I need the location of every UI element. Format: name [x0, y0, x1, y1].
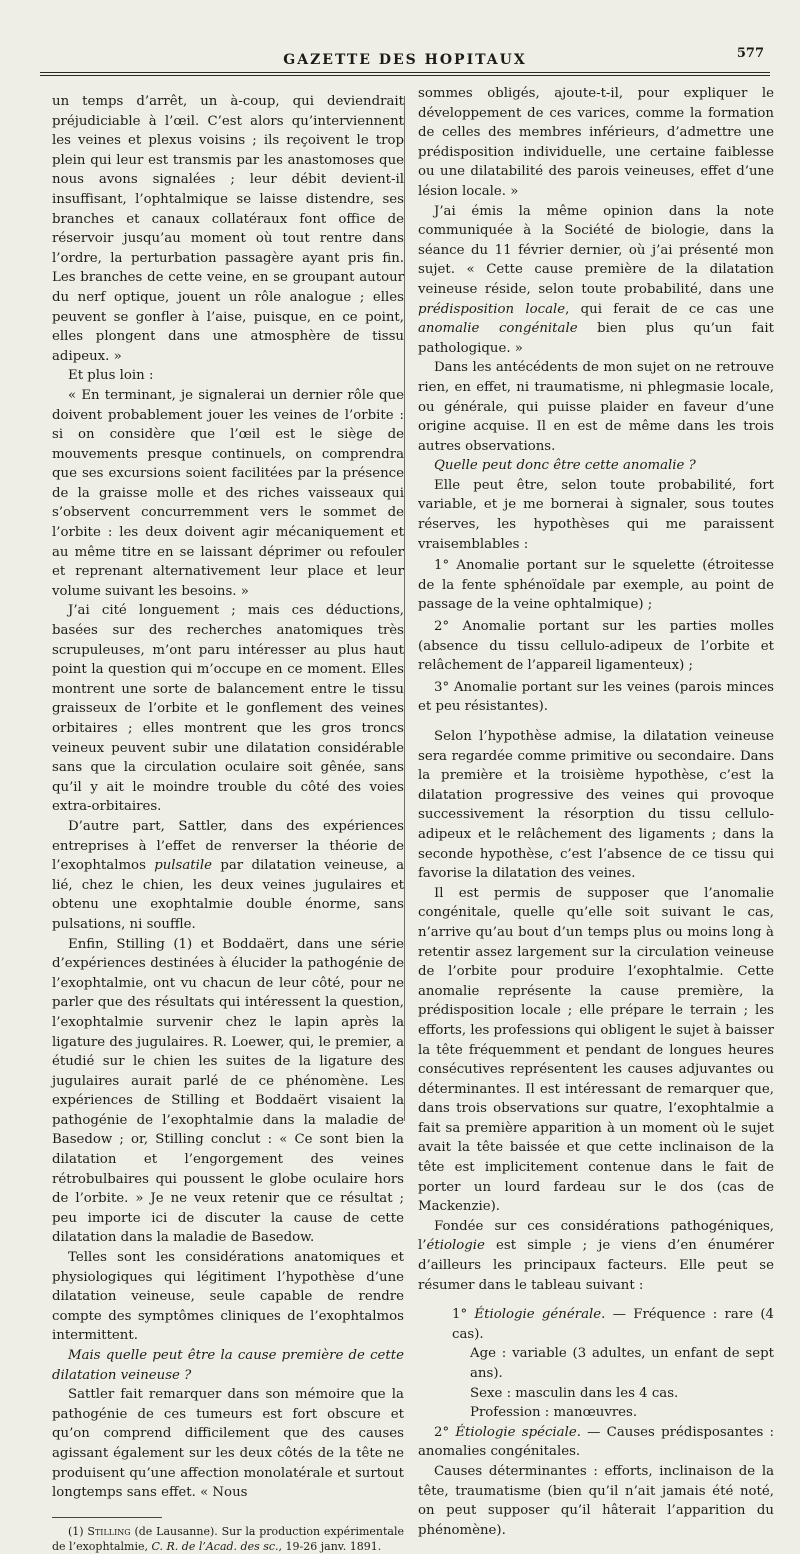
etiology-line: Age : variable (3 adultes, un enfant de sept ans).: [470, 1346, 774, 1381]
column-divider: [404, 96, 405, 1121]
text-run: 1°: [452, 1307, 475, 1323]
paragraph: Sattler fait remarquer dans son mémoire que la pathogénie de ces tumeurs est fort obscure et qu’on comprend difficilement que des causes agissant également sur les deux côtés de la tête ne produisent qu’une affection monolatérale et surtout longtemps sans effet. « Nous: [52, 1387, 404, 1501]
left-column: [52, 92, 404, 1554]
paragraph: Et plus loin :: [68, 368, 154, 384]
paragraph: Enfin, Stilling (1) et Boddaërt, dans une série d’expériences destinées à élucider la pathogénie de l’exophtalmie, ont vu chacun de leur côté, pour ne parler que des résultats qui intéressent la question, l’exophtalmie survenir chez le lapin après la ligature des jugulaires. R. Loewer, qui, le premier, a étudié sur le chien les suites de la ligature des jugulaires aurait parlé de ce phénomène. Les expériences de Stilling et Boddaërt visaient la pathogénie de l’exophtalmie dans la maladie de Basedow ; or, Stilling conclut : « Ce sont bien la dilatation et l’engorgement des veines rétrobulbaires qui poussent le globe oculaire hors de l’orbite. » Je ne veux retenir que ce résultat ; peu importe ici de discuter la cause de cette dilatation dans la maladie de Basedow.: [52, 936, 404, 1246]
paragraph: Il est permis de supposer que l’anomalie congénitale, quelle qu’elle soit suivant le cas, n’arrive qu’au bout d’un temps plus ou moins long à retentir assez largement sur la circulation veineuse de l’orbite pour produire l’exophtalmie. Cette anomalie représente la cause première, la prédisposition locale ; elle prépare le terrain ; les efforts, les professions qui obligent le sujet à baisser la tête fréquemment et pendant de longues heures consécutives représentent les causes adjuvantes ou déterminantes. Il est intéressant de remarquer que, dans trois observations sur quatre, l’exophtalmie a fait sa première apparition à un moment où le sujet avait la tête baissée et que cette inclinaison de la tête est implicitement contenue dans le fait de porter un lourd fardeau sur le dos (cas de Mackenzie).: [418, 885, 774, 1215]
text-run: est simple ; je viens d’en énumérer d’ailleurs les principaux facteurs. Elle peut se résumer dans le tableau suivant :: [418, 1238, 774, 1293]
italic-term: étiologie: [426, 1238, 485, 1254]
footnote-divider: [52, 1517, 162, 1518]
text-run: par dilatation veineuse, a lié, chez le chien, les deux veines jugulaires et obtenu une exophtalmie double énorme, sans pulsations, ni souffle.: [52, 858, 404, 932]
hypothesis-item: 2° Anomalie portant sur les parties molles (absence du tissu cellulo-adipeux de l’orbite et relâchement de l’appareil ligamenteux) ;: [418, 619, 774, 674]
italic-term: pulsatile: [154, 858, 213, 874]
paragraph: sommes obligés, ajoute-t-il, pour expliquer le développement de ces varices, comme la formation de celles des membres inférieurs, d’admettre une prédisposition individuelle, une certaine faiblesse ou une dilatabilité des parois veineuses, effet d’une lésion locale. »: [418, 86, 774, 199]
text-run: 2°: [434, 1424, 456, 1440]
paragraph: un temps d’arrêt, un à-coup, qui deviendrait préjudiciable à l’œil. C’est alors qu’interviennent les veines et plexus voisins ; ils reçoivent le trop plein qui leur est transmis par les anastomoses que nous avons signalées ; leur débit devient-il insuffisant, l’ophtalmique se laisse distendre, ses branches et canaux collatéraux font office de réservoir jusqu’au moment où tout rentre dans l’ordre, la perturbation passagère ayant pris fin. Les branches de cette veine, en se groupant autour du nerf optique, jouent un rôle analogue ; elles peuvent se gonfler à l’aise, puisque, en ce point, elles plongent dans une atmosphère de tissu adipeux. »: [52, 94, 404, 364]
italic-term: Étiologie générale: [474, 1307, 602, 1323]
right-column: [418, 84, 774, 1540]
etiology-line: [418, 1423, 774, 1462]
text-run: bien plus qu’un fait pathologique. »: [418, 321, 774, 356]
text-run: (de Lausanne). Sur la production expérimentale de l’exophtalmie,: [52, 1524, 404, 1553]
paragraph: Elle peut être, selon toute probabilité, fort variable, et je me bornerai à signaler, sous toutes réserves, les hypothèses qui me paraissent vraisemblables :: [418, 477, 774, 552]
hypothesis-item: 1° Anomalie portant sur le squelette (étroitesse de la fente sphénoïdale par exemple, au point de passage de la veine ophtalmique) ;: [418, 558, 774, 613]
etiology-line: [418, 1305, 774, 1344]
text-run: , qui ferait de ce cas une: [565, 301, 774, 317]
paragraph: Dans les antécédents de mon sujet on ne retrouve rien, en effet, ni traumatisme, ni phlegmasie locale, ou générale, qui puisse plaider en faveur d’une origine acquise. Il en est de même dans les trois autres observations.: [418, 360, 774, 454]
text-run: J’ai émis la même opinion dans la note communiquée à la Société de biologie, dans la séance du 11 février dernier, où j’ai présenté mon sujet. « Cette cause première de la dilatation veineuse réside, selon toute probabilité, dans une: [418, 203, 774, 297]
hypothesis-item: 3° Anomalie portant sur les veines (parois minces et peu résistantes).: [418, 679, 774, 715]
etiology-line: Causes déterminantes : efforts, inclinaison de la tête, traumatisme (bien qu’il n’ait jamais été noté, on peut supposer qu’il hâterait l’apparition du phénomène).: [418, 1463, 774, 1538]
page-number: 577: [736, 46, 764, 61]
etiology-line: Profession : manœuvres.: [470, 1405, 638, 1421]
running-head: [40, 46, 770, 73]
citation-source: C. R. de l’Acad. des sc.: [151, 1539, 279, 1553]
text-run: Fondée sur ces considérations pathogéniques, l’: [418, 1218, 774, 1254]
paragraph: J’ai cité longuement ; mais ces déductions, basées sur des recherches anatomiques très scrupuleuses, m’ont paru intéresser au plus haut point la question qui m’occupe en ce moment. Elles montrent une sorte de balancement entre le tissu graisseux de l’orbite et le gonflement des veines orbitaires ; elles montrent que les gros troncs veineux peuvent subir une dilatation considérable sans que la circulation oculaire soit gênée, sans qu’il y ait le moindre trouble du côté des voies extra-orbitaires.: [52, 603, 404, 815]
etiology-line: Sexe : masculin dans les 4 cas.: [470, 1385, 679, 1401]
text-run: (1): [68, 1524, 88, 1538]
footnote: [52, 1524, 404, 1554]
paragraph: Selon l’hypothèse admise, la dilatation veineuse sera regardée comme primitive ou secondaire. Dans la première et la troisième hypothèse, c’est la dilatation progressive des veines qui provoque successivement la résorption du tissu cellulo-adipeux et le relâchement des ligaments ; dans la seconde hypothèse, c’est l’absence de ce tissu qui favorise la dilatation des veines.: [418, 729, 774, 882]
paragraph: [418, 202, 774, 359]
paragraph: Telles sont les considérations anatomiques et physiologiques qui légitiment l’hypothèse d’une dilatation veineuse, seule capable de rendre compte des symptômes cliniques de l’exophtalmos intermittent.: [52, 1250, 404, 1344]
paragraph: [418, 1217, 774, 1295]
section-question: Mais quelle peut être la cause première de cette dilatation veineuse ?: [52, 1348, 404, 1383]
text-run: D’autre part, Sattler, dans des expériences entreprises à l’effet de renverser la théorie de l’exophtalmos: [52, 818, 404, 874]
text-run: . — Causes prédisposantes : anomalies congénitales.: [418, 1424, 774, 1460]
paragraph: [52, 817, 404, 935]
author-name: Stilling: [87, 1524, 131, 1538]
italic-term: Étiologie spéciale: [455, 1424, 577, 1440]
text-run: , 19-26 janv. 1891.: [278, 1539, 382, 1553]
journal-title: GAZETTE DES HOPITAUX: [283, 52, 527, 68]
section-question: Quelle peut donc être cette anomalie ?: [434, 458, 696, 474]
italic-term: anomalie congénitale: [418, 321, 578, 337]
italic-term: prédisposition locale: [418, 301, 566, 317]
text-run: . — Fréquence : rare (4 cas).: [452, 1307, 774, 1342]
paragraph: « En terminant, je signalerai un dernier rôle que doivent probablement jouer les veines de l’orbite : si on considère que l’œil est le siège de mouvements presque continuels, on comprendra que ses excursions soient facilitées par la présence de la graisse molle et des riches vaisseaux qui s’observent concurremment vers le sommet de l’orbite : les deux doivent agir mécaniquement et au même titre en se laissant déprimer ou refouler et reprenant alternativement leur place et leur volume suivant les besoins. »: [52, 387, 404, 599]
